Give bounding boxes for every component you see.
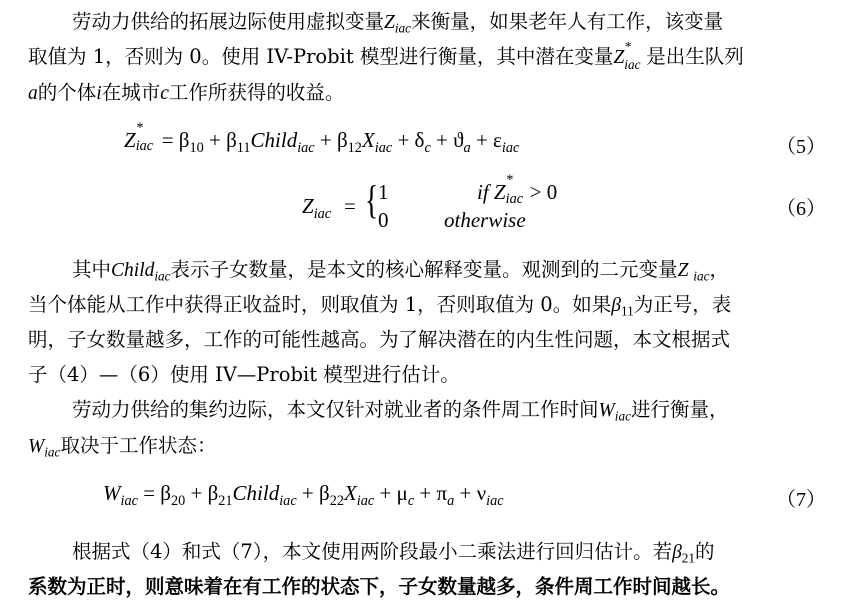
paragraph-2-line-4: 子（4）—（6）使用 IV—Probit 模型进行估计。 [28, 363, 460, 386]
paragraph-3-line-2 [28, 430, 216, 458]
text: 进行衡量， [630, 398, 729, 421]
paragraph-1-line-1 [72, 6, 723, 34]
equation-5: Z * iac = $\beta_{10}$ + $\beta_{11}Child_{iac} + \beta_{12}X_{iac} + \delta_c + ϑ_a + \varepsilon_{iac}$ [124, 120, 520, 156]
eq6-brace: { [364, 177, 379, 222]
var-beta21: $\beta_{21}$ [672, 542, 696, 566]
var-beta11: $\beta_{11}$ [611, 295, 634, 319]
var-a: a [28, 83, 38, 104]
text: 根据式（4）和式（7），本文使用两阶段最小二乘法进行回归估计。若 [72, 540, 673, 563]
var-w: $W_{iac}$ [28, 436, 61, 460]
text: 取决于工作状态： [60, 434, 217, 457]
var-c: c [160, 83, 169, 104]
text: 在城市 [101, 81, 161, 104]
text: 其中 [72, 258, 112, 281]
text: 的个体 [37, 81, 97, 104]
text: 当个体能从工作中获得正收益时，则取值为 1，否则取值为 0。如果 [28, 293, 612, 316]
text: 表示子女数量，是本文的核心解释变量。观测到的二元变量 [170, 258, 678, 281]
eq6-case2-condition: otherwise [444, 208, 526, 232]
paragraph-2-line-1 [72, 254, 729, 282]
equation-6-number: （6） [776, 198, 826, 220]
text: 取值为 1，否则为 0。使用 IV-Probit 模型进行衡量，其中潜在变量 [28, 45, 614, 68]
paragraph-3-line-1 [72, 394, 728, 422]
paragraph-2-line-3: 明，子女数量越多，工作的可能性越高。为了解决潜在的内生性问题，本文根据式 [28, 328, 731, 351]
eq6-equals: = [344, 194, 356, 218]
text: 劳动力供给的拓展边际使用虚拟变量 [72, 10, 385, 33]
paragraph-4-line-2: 系数为正时，则意味着在有工作的状态下，子女数量越多，条件周工作时间越长。 [28, 575, 731, 598]
text: 是出生队列 [646, 45, 744, 68]
eq7-lhs: W [103, 481, 121, 505]
var-i: i [96, 83, 102, 104]
text: 工作所获得的收益。 [168, 81, 345, 104]
equation-7-number: （7） [776, 489, 826, 511]
eq6-case1-value: 1 [378, 180, 389, 204]
equation-5-number: （5） [776, 136, 826, 158]
text: 来衡量，如果老年人有工作，该变量 [411, 10, 724, 33]
text: 劳动力供给的集约边际，本文仅针对就业者的条件周工作时间 [72, 398, 599, 421]
eq6-case1-condition: if Z * iac > 0 [477, 172, 558, 207]
var-z: $Z_{iac}$ [384, 12, 412, 36]
eq5-lhs: Z * iac [124, 120, 154, 154]
eq6-case2-value: 0 [378, 208, 389, 232]
var-z: Z $_{iac}$ [677, 260, 710, 284]
text: 为正号，表 [633, 293, 732, 316]
var-child: Child$_{iac}$ [111, 260, 171, 284]
paragraph-1-line-3 [28, 77, 344, 105]
eq6-lhs: $Z_{iac}$ [302, 194, 332, 222]
paragraph-2-line-2 [28, 289, 731, 317]
paragraph-1-line-2 [28, 39, 744, 72]
text: ， [709, 258, 729, 281]
paragraph-4-line-1 [72, 536, 715, 564]
var-w: $W_{iac}$ [598, 400, 631, 424]
var-z-star: Z * iac [613, 39, 641, 72]
text: 的 [695, 540, 715, 563]
equation-7: $W_{iac} = \beta_{20}$ + $\beta_{21}Child_{iac} + \beta_{22}X_{iac} + \mu_c + \pi_a + \nu_{iac}$ [103, 481, 504, 509]
